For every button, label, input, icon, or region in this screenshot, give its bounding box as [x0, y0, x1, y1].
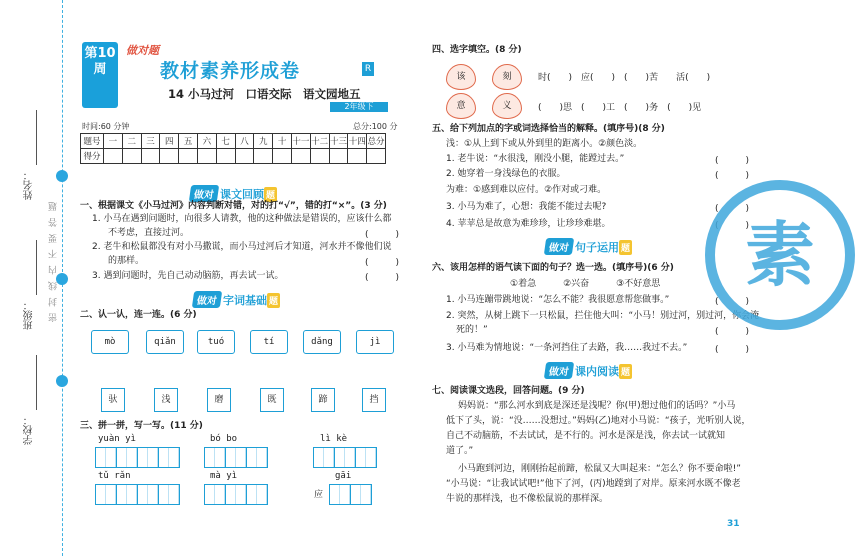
score-input-cell[interactable] — [179, 149, 198, 164]
answer-blank[interactable]: ( ) — [715, 327, 750, 337]
week-badge: 第10周 — [82, 42, 118, 108]
pinyin-card[interactable]: tí — [250, 330, 288, 354]
pinyin-card[interactable]: qiǎn — [146, 330, 184, 354]
class-label: 班级： — [24, 300, 35, 330]
character-card[interactable]: 蹄 — [311, 388, 335, 412]
score-header-cell: 七 — [216, 134, 235, 149]
score-input-cell[interactable] — [104, 149, 123, 164]
answer-blank[interactable]: ( ) — [715, 345, 750, 355]
page-number: 31 — [727, 519, 740, 529]
score-input-cell[interactable] — [197, 149, 216, 164]
question-1-title: 一、根据课文《小马过河》内容判断对错，对的打“√”，错的打“×”。(3 分) — [80, 201, 387, 211]
edition-badge: R — [362, 62, 374, 76]
writing-grid[interactable] — [96, 484, 180, 505]
seal-dot — [56, 375, 68, 387]
score-input-cell[interactable] — [122, 149, 141, 164]
score-header-cell: 十二 — [310, 134, 329, 149]
character-card[interactable]: 既 — [260, 388, 284, 412]
score-input-cell[interactable] — [310, 149, 329, 164]
pinyin-card[interactable]: dǎng — [303, 330, 341, 354]
q5-item: 浅：①从上到下或从外到里的距离小。②颜色淡。 — [446, 139, 643, 149]
q1-item: 1. 小马在遇到问题时，向很多人请教，他的这种做法是错误的，应该什么都 — [92, 214, 392, 224]
passage-line: 自己不动脑筋，不去试试，是不行的。河水是深是浅，你去试一试就知 — [446, 431, 726, 441]
q5-item: 3. 小马为难了，心想：我能不能过去呢? — [446, 202, 607, 212]
answer-blank[interactable]: ( ) — [715, 297, 750, 307]
q1-item: 的那样。 — [108, 256, 145, 266]
passage-line: “小马说：“让我试试吧!”他下了河，(丙)地蹚到了对岸。原来河水既不像老 — [446, 479, 741, 489]
q5-item: 1. 老牛说：“水很浅，刚没小腿，能蹚过去。” — [446, 154, 625, 164]
pinyin-prompt: yuàn yì — [98, 434, 136, 444]
score-header-cell: 四 — [160, 134, 179, 149]
score-header-cell: 八 — [235, 134, 254, 149]
answer-blank[interactable]: ( ) — [715, 171, 750, 181]
question-3-title: 三、拼一拼，写一写。(11 分) — [80, 421, 203, 431]
section-banner — [190, 183, 277, 201]
pinyin-card[interactable]: mò — [91, 330, 129, 354]
score-header-cell: 九 — [254, 134, 273, 149]
banner-suffix: 题 — [264, 187, 277, 202]
class-field[interactable] — [36, 240, 37, 295]
question-5-title: 五、给下列加点的字或词选择恰当的解释。(填序号)(8 分) — [432, 124, 665, 134]
answer-blank[interactable]: ( ) — [715, 204, 750, 214]
pinyin-prompt: lì kè — [320, 434, 348, 444]
time-limit: 时间:60 分钟 — [82, 122, 130, 131]
answer-blank[interactable]: ( ) — [715, 156, 750, 166]
answer-blank[interactable]: ( ) — [715, 221, 750, 231]
q5-item: 2. 她穿着一身浅绿色的衣服。 — [446, 169, 566, 179]
header-tag: 做对题 — [126, 44, 159, 57]
writing-grid[interactable] — [96, 447, 180, 468]
fill-blank-line[interactable]: 时( ) 应( ) ( )苦 活( ) — [538, 73, 711, 83]
score-input-cell[interactable] — [273, 149, 292, 164]
score-input-cell[interactable] — [291, 149, 310, 164]
score-header-cell: 十三 — [329, 134, 348, 149]
character-card[interactable]: 浅 — [154, 388, 178, 412]
passage-line: 小马跑到河边，刚刚抬起前蹄，松鼠又大叫起来：“怎么？你不要命啦!” — [458, 464, 741, 474]
passage-line: 道了。” — [446, 446, 474, 456]
banner-title: 句子运用 — [575, 241, 619, 254]
q6-item: 死的！” — [456, 325, 488, 335]
stamp-character: 素 — [705, 180, 855, 330]
score-label-cell: 得分 — [81, 149, 104, 164]
passage-line: 妈妈说：“那么河水到底是深还是浅呢？你(甲)想过他们的话吗？”小马 — [458, 401, 736, 411]
character-card[interactable]: 驮 — [101, 388, 125, 412]
banner-tag: 做对 — [192, 291, 222, 308]
score-input-cell[interactable] — [329, 149, 348, 164]
q1-item: 不考虑，直接过河。 — [108, 228, 190, 238]
page-title: 教材素养形成卷 — [160, 60, 301, 82]
passage-line: 低下了头，说：“没……没想过。”妈妈(乙)地对小马说：“孩子，光听别人说， — [446, 416, 751, 426]
score-input-cell[interactable] — [254, 149, 273, 164]
banner-suffix: 题 — [619, 240, 632, 255]
answer-blank[interactable]: ( ) — [365, 273, 400, 283]
school-field[interactable] — [36, 355, 37, 410]
score-header-cell: 十一 — [291, 134, 310, 149]
q5-item: 为难：①感到难以应付。②作对或刁难。 — [446, 185, 607, 195]
binding-margin — [0, 0, 72, 556]
score-header-cell: 二 — [122, 134, 141, 149]
watermark-stamp — [705, 180, 815, 330]
score-header-cell: 总分 — [367, 134, 386, 149]
banner-title: 课文回顾 — [220, 188, 264, 201]
banner-tag: 做对 — [544, 362, 574, 379]
banner-suffix: 题 — [619, 364, 632, 379]
score-input-cell[interactable] — [141, 149, 160, 164]
score-input-cell[interactable] — [348, 149, 367, 164]
given-character: 应 — [314, 490, 324, 500]
q6-item: 2. 突然，从树上跳下一只松鼠，拦住他大叫：“小马！别过河，别过河，你会淹 — [446, 311, 760, 321]
writing-grid[interactable] — [205, 484, 268, 505]
score-header-cell: 五 — [179, 134, 198, 149]
question-7-title: 七、阅读课文选段，回答问题。(9 分) — [432, 386, 585, 396]
question-2-title: 二、认一认，连一连。(6 分) — [80, 310, 197, 320]
seal-warning: 密 封 线 内 不 要 答 题 — [49, 200, 59, 323]
banner-title: 课内阅读 — [575, 365, 619, 378]
name-field[interactable] — [36, 110, 37, 165]
answer-blank[interactable]: ( ) — [365, 230, 400, 240]
character-card[interactable]: 磨 — [207, 388, 231, 412]
section-banner — [545, 236, 632, 254]
grade-badge: 2年级下 — [330, 102, 388, 112]
question-6-title: 六、该用怎样的语气读下面的句子？选一选。(填序号)(6 分) — [432, 263, 674, 273]
section-banner — [193, 289, 280, 307]
pinyin-prompt: gāi — [335, 471, 352, 481]
pinyin-prompt: bó bo — [210, 434, 238, 444]
score-table — [80, 133, 386, 164]
worksheet-header — [82, 42, 390, 110]
choice-peach[interactable]: 刻 — [492, 64, 522, 90]
score-input-cell[interactable] — [216, 149, 235, 164]
score-header-cell: 十 — [273, 134, 292, 149]
pinyin-card[interactable]: tuó — [197, 330, 235, 354]
section-banner — [545, 360, 632, 378]
question-4-title: 四、选字填空。(8 分) — [432, 45, 522, 55]
score-header-cell: 一 — [104, 134, 123, 149]
writing-grid[interactable] — [330, 484, 372, 505]
character-card[interactable]: 挡 — [362, 388, 386, 412]
total-score: 总分:100 分 — [353, 122, 398, 131]
answer-blank[interactable]: ( ) — [365, 258, 400, 268]
name-label: 姓名： — [24, 170, 35, 200]
pinyin-card[interactable]: jì — [356, 330, 394, 354]
q6-item: 1. 小马连蹦带跳地说：“怎么不能？我很愿意帮您做事。” — [446, 295, 670, 305]
banner-tag: 做对 — [189, 185, 219, 202]
q5-item: 4. 苹苹总是故意为难珍珍，让珍珍难堪。 — [446, 219, 611, 229]
q1-item: 2. 老牛和松鼠都没有对小马撒谎，而小马过河后才知道，河水并不像他们说 — [92, 242, 392, 252]
banner-title: 字词基础 — [223, 294, 267, 307]
pinyin-prompt: mà yì — [210, 471, 238, 481]
q6-item: 3. 小马难为情地说：“一条河挡住了去路，我……我过不去。” — [446, 343, 688, 353]
q1-item: 3. 遇到问题时，先自己动动脑筋，再去试一试。 — [92, 271, 284, 281]
pinyin-prompt: tǔ rǎn — [98, 471, 131, 481]
score-input-cell[interactable] — [367, 149, 386, 164]
choice-peach[interactable]: 义 — [492, 93, 522, 119]
choice-peach[interactable]: 意 — [446, 93, 476, 119]
banner-tag: 做对 — [544, 238, 574, 255]
tone-options: ①着急 ②兴奋 ③不好意思 — [510, 279, 661, 289]
school-label: 学校： — [24, 415, 35, 445]
score-input-cell[interactable] — [160, 149, 179, 164]
fill-blank-line[interactable]: ( )思 ( )工 ( )务 ( )见 — [538, 103, 702, 113]
score-header-cell: 六 — [197, 134, 216, 149]
passage-line: 牛说的那样浅，也不像松鼠说的那样深。 — [446, 494, 609, 504]
writing-grid[interactable] — [205, 447, 268, 468]
seal-dot — [56, 170, 68, 182]
writing-grid[interactable] — [314, 447, 377, 468]
banner-suffix: 题 — [267, 293, 280, 308]
score-header-cell: 题号 — [81, 134, 104, 149]
page-subtitle: 14 小马过河 口语交际 语文园地五 — [168, 87, 361, 101]
score-input-cell[interactable] — [235, 149, 254, 164]
score-header-cell: 十四 — [348, 134, 367, 149]
score-header-cell: 三 — [141, 134, 160, 149]
choice-peach[interactable]: 该 — [446, 64, 476, 90]
